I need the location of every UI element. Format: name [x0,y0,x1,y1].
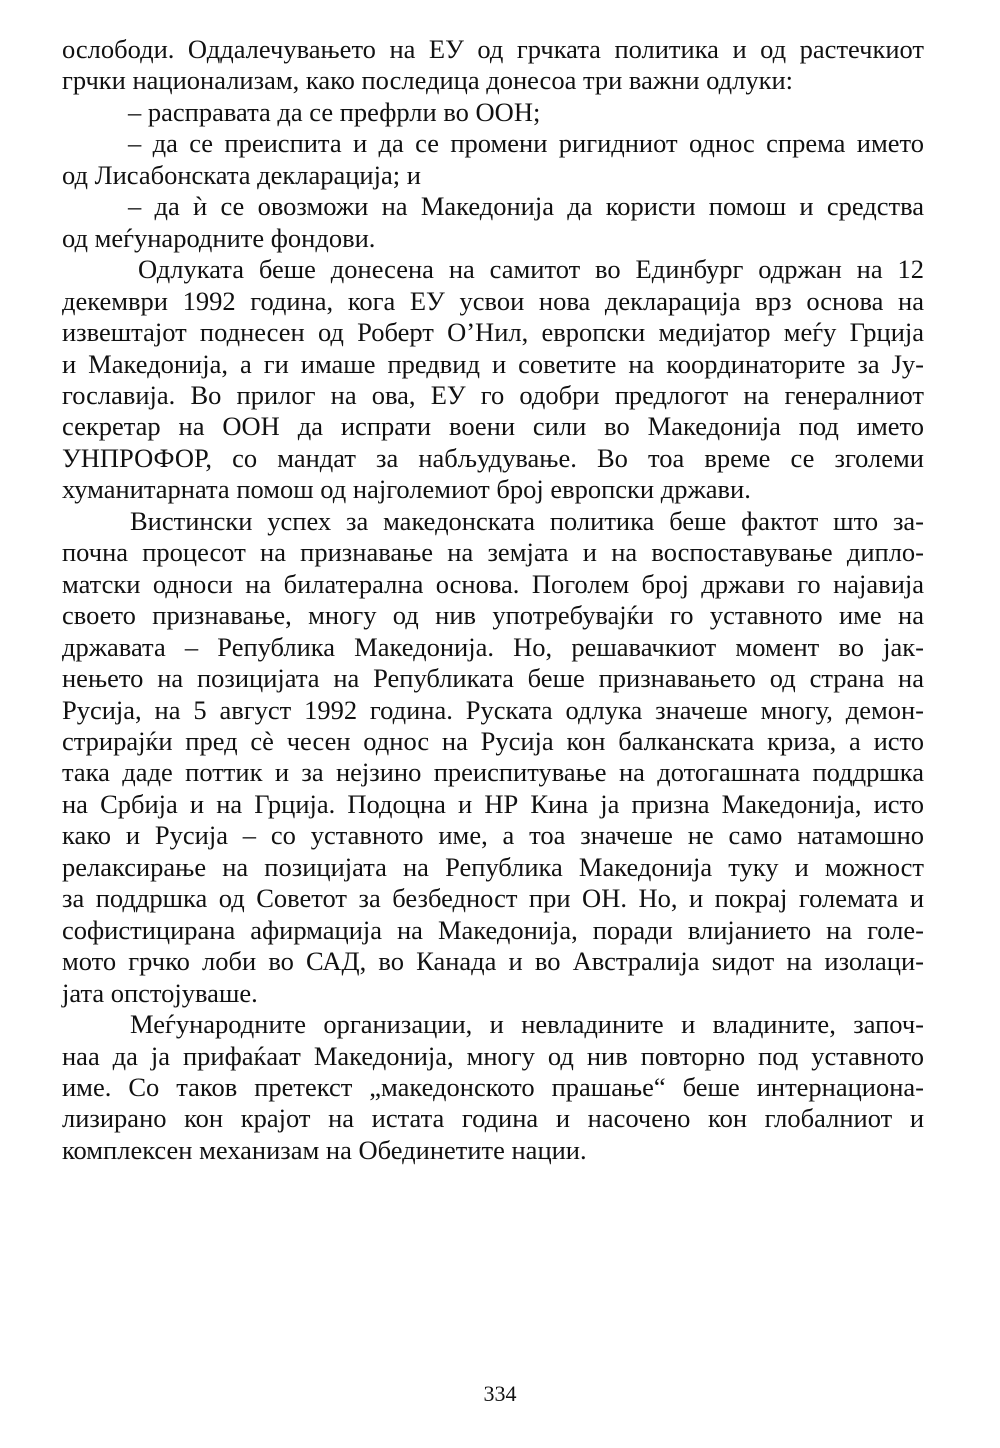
document-body [62,34,924,1166]
text-line: така даде поттик и за нејзино преиспитување на дотогашната поддршка [62,757,924,788]
list-item: – расправата да се префрли во ООН; [128,96,541,127]
text-line: своето признавање, многу од нив употребувајќи го уставното име на [62,600,924,631]
text-line: нењето на позицијата на Републиката беше признавањето од страна на [62,663,924,694]
list-item-continuation: од Лисабонската декларација; и [62,159,421,190]
paragraph-first-line: Одлуката беше донесена на самитот во Единбург одржан на 12 [138,254,924,285]
text-line: и Македонија, а ги имаше предвид и советите на координаторите за Ју- [62,348,924,379]
text-line: Русија, на 5 август 1992 година. Руската одлука значеше многу, демон- [62,694,924,725]
text-line: како и Русија – со уставното име, а тоа значеше не само натамошно [62,820,924,851]
page-number: 334 [483,1381,517,1406]
list-item-continuation: од меѓународните фондови. [62,222,376,253]
text-line: ослободи. Оддалечувањето на ЕУ од грчката политика и од растечкиот [62,34,924,64]
text-line: почна процесот на признавање на земјата и на воспоставување дипло- [62,537,924,568]
text-line: стрирајќи пред сè чесен однос на Русија кон балканската криза, а исто [62,725,924,756]
text-line: декември 1992 година, кога ЕУ усвои нова декларација врз основа на [62,285,924,316]
text-line: хуманитарната помош од најголемиот број европски држави. [62,474,751,505]
text-line: наа да ја прифаќаат Македонија, многу од нив повторно под уставното [62,1040,924,1071]
text-line: матски односи на билатерална основа. Поголем број држави го најавија [62,568,924,599]
text-line: релаксирање на позицијата на Република Македонија туку и можност [62,851,924,882]
text-line: на Србија и на Грција. Подоцна и НР Кина ја призна Македонија, исто [62,788,924,819]
text-line: УНПРОФОР, со мандат за набљудување. Во тоа време се зголеми [62,442,924,473]
text-line: софистицирана афирмација на Македонија, поради влијанието на голе- [62,914,924,945]
list-item: – да се преиспита и да се промени ригидниот однос спрема името [128,128,924,159]
text-line: извештајот поднесен од Роберт О’Нил, европски медијатор меѓу Грција [62,317,924,348]
text-line: за поддршка од Советот за безбедност при ОН. Но, и покрај големата и [62,883,924,914]
paragraph-first-line: Вистински успех за македонската политика беше фактот што за- [130,505,924,536]
paragraph-first-line: Меѓународните организации, и невладините и владините, започ- [130,1009,924,1040]
text-line: гославија. Во прилог на ова, ЕУ го одобри предлогот на генералниот [62,379,924,410]
text-line: лизирано кон крајот на истата година и насочено кон глобалниот и [62,1103,924,1134]
text-line: име. Со таков претекст „македонското прашање“ беше интернациона- [62,1071,924,1102]
text-line: комплексен механизам на Обединетите нации. [62,1134,587,1165]
text-line: јата опстојуваше. [62,977,258,1008]
list-item: – да ѝ се овозможи на Македонија да користи помош и средства [128,191,924,222]
text-line: секретар на ООН да испрати воени сили во Македонија под името [62,411,924,442]
text-line: грчки национализам, како последица донесоа три важни одлуки: [62,65,794,96]
text-line: мото грчко лоби во САД, во Канада и во Австралија ѕидот на изолаци- [62,946,924,977]
text-line: државата – Република Македонија. Но, решавачкиот момент во јак- [62,631,924,662]
